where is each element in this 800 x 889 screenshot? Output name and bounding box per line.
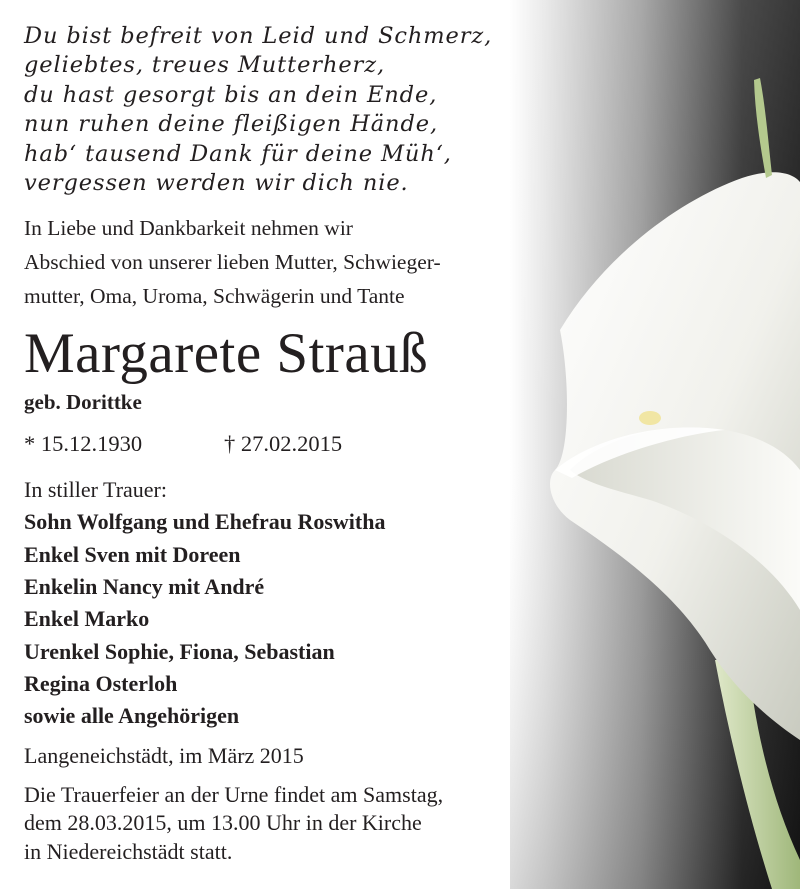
funeral-notice (24, 781, 534, 867)
mourners-list (24, 506, 534, 732)
mourner-entry: Sohn Wolfgang und Ehefrau Roswitha (24, 509, 386, 535)
poem-line: du hast gesorgt bis an dein Ende, (24, 81, 438, 108)
notice-line: in Niedereichstädt statt. (24, 838, 233, 864)
poem (24, 22, 534, 198)
obituary-text (24, 22, 534, 866)
intro-line: mutter, Oma, Uroma, Schwägerin und Tante (24, 284, 405, 309)
poem-line: nun ruhen deine fleißigen Hände, (24, 111, 439, 138)
notice-line: Die Trauerfeier an der Urne findet am Samstag, (24, 781, 444, 807)
death-date: † 27.02.2015 (224, 431, 343, 457)
notice-line: dem 28.03.2015, um 13.00 Uhr in der Kirche (24, 810, 422, 836)
mourners-label: In stiller Trauer: (24, 477, 167, 503)
calla-lily-icon (510, 0, 800, 889)
mourner-entry: sowie alle Angehörigen (24, 703, 240, 729)
mourner-entry: Enkel Sven mit Doreen (24, 541, 241, 567)
poem-line: hab‘ tausend Dank für deine Müh‘, (24, 140, 452, 167)
deceased-name: Margarete Strauß (24, 322, 429, 386)
intro-line: Abschied von unserer lieben Mutter, Schwieger- (24, 250, 441, 275)
mourner-entry: Urenkel Sophie, Fiona, Sebastian (24, 638, 335, 664)
poem-line: geliebtes, treues Mutterherz, (24, 52, 386, 79)
place-date: Langeneichstädt, im März 2015 (24, 742, 304, 768)
birth-name: geb. Dorittke (24, 390, 142, 415)
mourner-entry: Enkel Marko (24, 606, 150, 632)
birth-date: * 15.12.1930 (24, 431, 143, 457)
poem-line: Du bist befreit von Leid und Schmerz, (24, 23, 493, 49)
mourner-entry: Regina Osterloh (24, 670, 178, 696)
intro-line: In Liebe und Dankbarkeit nehmen wir (24, 216, 353, 241)
mourner-entry: Enkelin Nancy mit André (24, 574, 265, 600)
poem-line: vergessen werden wir dich nie. (24, 170, 409, 197)
life-dates (24, 429, 534, 459)
intro-text (24, 211, 534, 313)
